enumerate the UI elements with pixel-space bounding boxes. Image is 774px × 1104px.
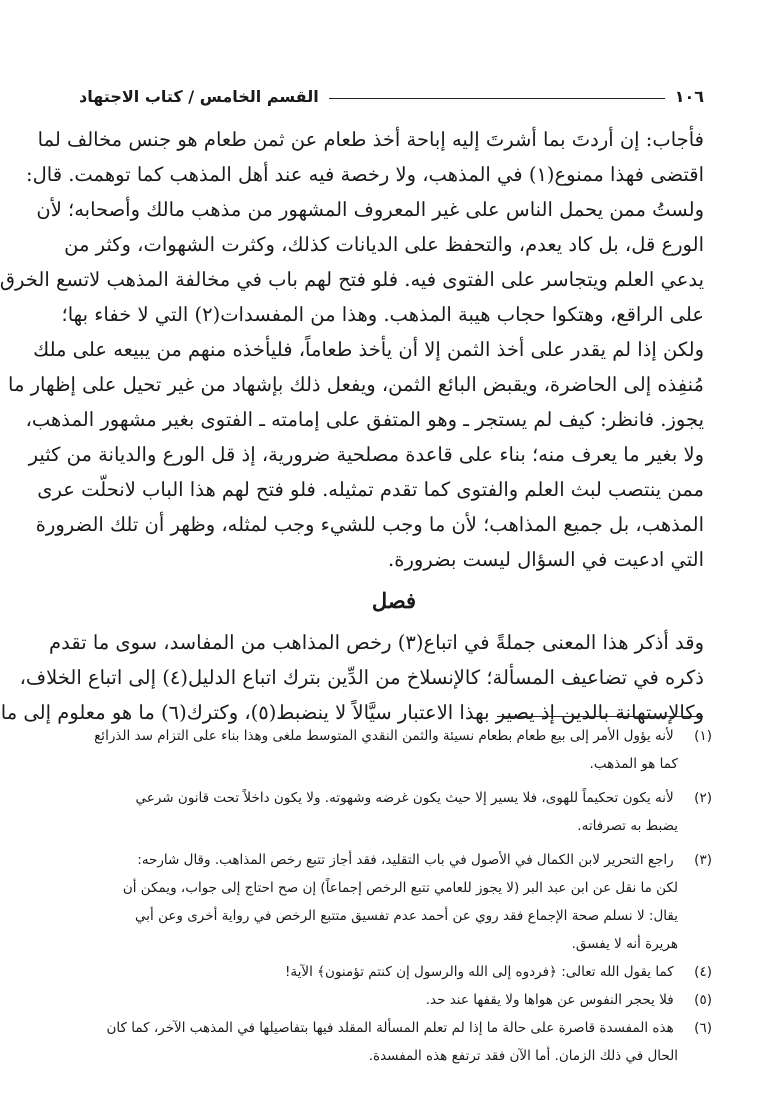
- text-line: المذهب، بل جميع المذاهب؛ لأن ما وجب للشيء وجب لمثله، وظهر أن تلك الضرورة: [35, 513, 704, 536]
- footnote-text: هذه المفسدة قاصرة على حالة ما إذا لم تعلم المسألة المقلد فيها بتفاصيلها في المذهب الآخر، كما كان: [106, 1020, 674, 1036]
- text-line: على الراقع، وهتكوا حجاب هيبة المذهب. وهذا من المفسدات(٢) التي لا خفاء بها؛: [61, 303, 704, 326]
- footnote-text: فلا يحجر النفوس عن هواها ولا يقفها عند حد.: [425, 992, 674, 1008]
- running-header: [79, 83, 704, 109]
- text-line: مُنفِذه إلى الحاضرة، ويقبض البائع الثمن، ويفعل ذلك بإشهاد من غير تحيل على إظهار ما: [8, 373, 704, 396]
- footnote-6: [84, 1014, 712, 1042]
- footnote-number: (٦): [694, 1020, 712, 1036]
- footnote-text: لأنه يكون تحكيماً للهوى، فلا يسير إلا حيث يكون غرضه وشهوته. ولا يكون داخلاً تحت قانون شرعي: [135, 790, 674, 806]
- text-line: اقتضى فهذا ممنوع(١) في المذهب، ولا رخصة فيه عند أهل المذهب كما توهمت. قال:: [26, 163, 704, 186]
- footnote-number: (٤): [694, 964, 712, 980]
- text-line: الورع قل، بل كاد يعدم، والتحفظ على الديانات كذلك، وكثرت الشهوات، وكثر من: [64, 233, 704, 256]
- footnote-3: [84, 846, 712, 874]
- header-title: القسم الخامس / كتاب الاجتهاد: [79, 86, 319, 106]
- text-line: وقد أذكر هذا المعنى جملةً في اتباع(٣) رخص المذاهب من المفاسد، سوى ما تقدم: [49, 631, 704, 654]
- footnote-text: هريرة أنه لا يفسق.: [571, 936, 678, 952]
- text-line: ذكره في تضاعيف المسألة؛ كالإنسلاخ من الدِّين بترك اتباع الدليل(٤) إلى اتباع الخلاف،: [19, 666, 704, 689]
- footnote-text: لأنه يؤول الأمر إلى بيع طعام بطعام نسيئة والثمن النقدي المتوسط ملغى وهذا بناء على التزام سد الذرائع: [94, 728, 674, 744]
- footnote-text: كما هو المذهب.: [589, 756, 678, 772]
- header-rule: [329, 98, 665, 99]
- text-line: التي ادعيت في السؤال ليست بضرورة.: [388, 548, 704, 571]
- footnotes: [84, 722, 712, 1070]
- main-text: [0, 122, 704, 730]
- text-line: ممن ينتصب لبث العلم والفتوى كما تقدم تمثيله. فلو فتح لهم هذا الباب لانحلّت عرى: [37, 478, 704, 501]
- footnote-number: (٥): [694, 992, 712, 1008]
- footnote-number: (٣): [694, 852, 712, 868]
- footnote-text: كما يقول الله تعالى: ﴿فردوه إلى الله والرسول إن كنتم تؤمنون﴾ الآية!: [284, 964, 674, 980]
- footnote-number: (١): [694, 728, 712, 744]
- footnote-text: راجع التحرير لابن الكمال في الأصول في باب التقليد، فقد أجاز تتبع رخص المذاهب. وقال شارحه:: [137, 852, 674, 868]
- page-number: ١٠٦: [674, 86, 704, 106]
- text-line: يجوز. فانظر: كيف لم يستجر ـ وهو المتفق على إمامته ـ الفتوى بغير مشهور المذهب،: [25, 408, 704, 431]
- text-line: وكالإستهانة بالدين إذ يصير بهذا الاعتبار سيَّالاً لا ينضبط(٥)، وكترك(٦) ما هو معلوم إلى ما: [0, 701, 704, 724]
- footnote-number: (٢): [694, 790, 712, 806]
- text-line: يدعي العلم ويتجاسر على الفتوى فيه. فلو فتح لهم باب في مخالفة المذهب لاتسع الخرق: [0, 268, 704, 291]
- footnote-separator: [497, 716, 703, 717]
- footnote-text: يقال: لا نسلم صحة الإجماع فقد روي عن أحمد عدم تفسيق متتبع الرخص في رواية أخرى وعن أبي: [135, 908, 678, 924]
- text-line: ولكن إذا لم يقدر على أخذ الثمن إلا أن يأخذ طعاماً، فليأخذه منهم من يبيعه على ملك: [33, 338, 704, 361]
- text-line: فأجاب: إن أردتَ بما أشرتَ إليه إباحة أخذ طعام عن ثمن طعام هو جنس مخالف لما: [37, 128, 704, 151]
- footnote-5: [84, 986, 712, 1014]
- footnote-text: الحال في ذلك الزمان. أما الآن فقد ترتفع هذه المفسدة.: [368, 1048, 678, 1064]
- footnote-text: يضبط به تصرفاته.: [577, 818, 678, 834]
- footnote-4: [84, 958, 712, 986]
- footnote-1: [84, 722, 712, 750]
- footnote-text: لكن ما نقل عن ابن عبد البر (لا يجوز للعامي تتبع الرخص إجماعاً) إن صح احتاج إلى جواب، ويمكن أن: [122, 880, 678, 896]
- footnote-2: [84, 784, 712, 812]
- section-heading: فصل: [371, 588, 417, 613]
- text-line: ولا بغير ما يعرف منه؛ بناء على قاعدة مصلحية ضرورية، إذ قل الورع والديانة من كثير: [28, 443, 704, 466]
- text-line: ولستُ ممن يحمل الناس على غير المعروف المشهور من مذهب مالك وأصحابه؛ لأن: [36, 198, 704, 221]
